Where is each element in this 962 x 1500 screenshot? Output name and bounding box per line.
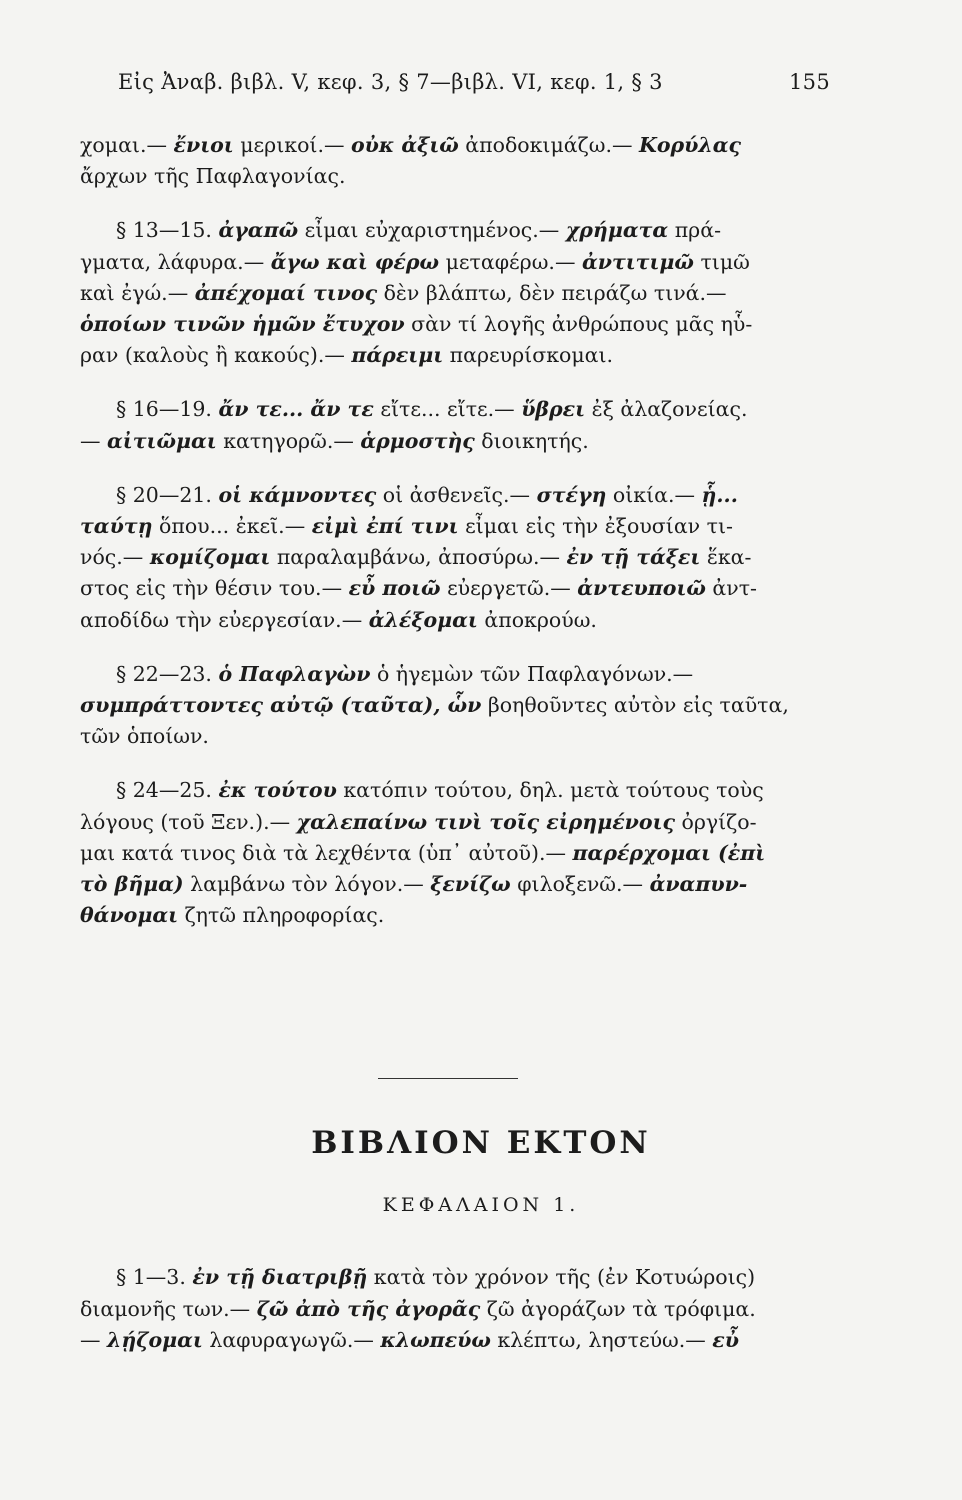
chapter-title: ΚΕΦΑΛΑΙΟΝ 1. xyxy=(382,1194,580,1216)
lemma: ἔνιοι xyxy=(173,133,234,157)
lemma: χρήματα xyxy=(565,218,669,243)
lemma: ἀναπυν- xyxy=(649,872,748,897)
text-line: — αἰτιῶμαι κατηγορῶ.— ἁρμοστὴς διοικητής. xyxy=(80,428,589,453)
lemma: ζῶ ἀπὸ τῆς ἀγορᾶς xyxy=(256,1296,481,1321)
commentary-body xyxy=(80,130,830,954)
lemma: χαλεπαίνω τινὶ τοῖς εἰρημένοις xyxy=(296,809,675,834)
lemma: ἐκ τούτου xyxy=(218,778,337,803)
lemma: συμπράττοντες αὐτῷ (ταῦτα), ὧν xyxy=(80,693,482,718)
lemma: ᾗ... xyxy=(701,482,738,507)
book-title: ΒΙΒΛΙΟΝ ΕΚΤΟΝ xyxy=(311,1125,651,1161)
lemma: στέγη xyxy=(536,482,607,507)
text-line: τὸ βῆμα) λαμβάνω τὸν λόγον.— ξενίζω φιλοξενῶ.— ἀναπυν- xyxy=(80,872,748,897)
text-line: § 16—19. ἄν τε... ἄν τε εἴτε... εἴτε.— ὕβρει ἐξ ἀλαζονείας. xyxy=(116,397,748,422)
lemma: ἀντιτιμῶ xyxy=(581,249,694,274)
lemma: ὁ Παφλαγὼν xyxy=(218,661,371,686)
lemma: ὕβρει xyxy=(521,397,586,422)
text-line: § 22—23. ὁ Παφλαγὼν ὁ ἡγεμὼν τῶν Παφλαγόνων.— xyxy=(116,661,694,686)
commentary-paragraph xyxy=(80,130,830,192)
text-line: χομαι.— ἔνιοι μερικοί.— οὐκ ἀξιῶ ἀποδοκιμάζω.— Κορύλας xyxy=(80,133,741,157)
text-line: § 13—15. ἀγαπῶ εἶμαι εὐχαριστημένος.— χρήματα πρά- xyxy=(116,218,721,243)
text-line: αποδίδω τὴν εὐεργεσίαν.— ἀλέξομαι ἀποκρούω. xyxy=(80,607,597,632)
lemma: ἐν τῇ διατριβῇ xyxy=(192,1265,368,1289)
lemma: παρέρχομαι (ἐπὶ xyxy=(572,840,766,865)
lemma: ἀντευποιῶ xyxy=(577,576,706,601)
text-line: λόγους (τοῦ Ξεν.).— χαλεπαίνω τινὶ τοῖς εἰρημένοις ὀργίζο- xyxy=(80,809,757,834)
text-line: § 1—3. ἐν τῇ διατριβῇ κατὰ τὸν χρόνον τῆς (ἐν Κοτυώροις) xyxy=(116,1265,756,1289)
lemma: Κορύλας xyxy=(639,133,741,157)
lemma: ἄγω καὶ φέρω xyxy=(270,249,440,274)
section-divider xyxy=(378,1078,518,1079)
lemma: ταύτῃ xyxy=(80,514,153,539)
commentary-paragraph xyxy=(80,659,830,753)
commentary-paragraph xyxy=(80,215,830,371)
running-head-title: Εἰς Ἀναβ. βιβλ. V, κεφ. 3, § 7—βιβλ. VI, κεφ. 1, § 3 xyxy=(118,70,663,94)
lemma: λῄζομαι xyxy=(107,1328,203,1352)
lemma: ἁρμοστὴς xyxy=(360,428,475,453)
text-line: τῶν ὁποίων. xyxy=(80,724,209,749)
lemma: οἱ κάμνοντες xyxy=(218,482,377,507)
running-head xyxy=(118,70,830,94)
text-line: συμπράττοντες αὐτῷ (ταῦτα), ὧν βοηθοῦντες αὐτὸν εἰς ταῦτα, xyxy=(80,693,789,718)
lemma: εἰμὶ ἐπί τινι xyxy=(311,514,459,539)
lemma: οὐκ ἀξιῶ xyxy=(351,133,459,157)
chapter-commentary xyxy=(80,1262,830,1357)
text-line: — λῄζομαι λαφυραγωγῶ.— κλωπεύω κλέπτω, ληστεύω.— εὖ xyxy=(80,1328,739,1352)
lemma: κομίζομαι xyxy=(149,545,271,570)
lemma: τὸ βῆμα) xyxy=(80,872,184,897)
lemma: αἰτιῶμαι xyxy=(107,428,217,453)
text-line: ραν (καλοὺς ἢ κακούς).— πάρειμι παρευρίσκομαι. xyxy=(80,343,614,368)
text-line: διαμονῆς των.— ζῶ ἀπὸ τῆς ἀγορᾶς ζῶ ἀγοράζων τὰ τρόφιμα. xyxy=(80,1296,756,1321)
text-line: νός.— κομίζομαι παραλαμβάνω, ἀποσύρω.— ἐν τῇ τάξει ἕκα- xyxy=(80,545,752,570)
commentary-paragraph xyxy=(80,480,830,636)
text-line: μαι κατά τινος διὰ τὰ λεχθέντα (ὑπ᾽ αὐτοῦ).— παρέρχομαι (ἐπὶ xyxy=(80,840,766,865)
lemma: ἀλέξομαι xyxy=(368,607,478,632)
lemma: εὖ xyxy=(712,1328,739,1352)
lemma: κλωπεύω xyxy=(380,1328,491,1352)
lemma: ξενίζω xyxy=(430,872,511,897)
lemma: εὖ ποιῶ xyxy=(348,576,441,601)
commentary-paragraph xyxy=(80,775,830,931)
lemma: ἀπέχομαί τινος xyxy=(194,280,378,305)
page-number: 155 xyxy=(789,70,830,94)
lemma: ἀγαπῶ xyxy=(218,218,299,243)
text-line: καὶ ἐγώ.— ἀπέχομαί τινος δὲν βλάπτω, δὲν πειράζω τινά.— xyxy=(80,280,727,305)
commentary-paragraph xyxy=(80,394,830,456)
text-line: ἄρχων τῆς Παφλαγονίας. xyxy=(80,164,346,189)
lemma: πάρειμι xyxy=(351,343,444,368)
text-line: ὁποίων τινῶν ἡμῶν ἔτυχον σὰν τί λογῆς ἀνθρώπους μᾶς ηὗ- xyxy=(80,312,753,337)
text-line: θάνομαι ζητῶ πληροφορίας. xyxy=(80,903,385,928)
text-line: § 20—21. οἱ κάμνοντες οἱ ἀσθενεῖς.— στέγη οἰκία.— ᾗ... xyxy=(116,482,738,507)
lemma: ἐν τῇ τάξει xyxy=(566,545,701,570)
lemma: ὁποίων τινῶν ἡμῶν ἔτυχον xyxy=(80,312,405,337)
text-line: στος εἰς τὴν θέσιν του.— εὖ ποιῶ εὐεργετῶ.— ἀντευποιῶ ἀντ- xyxy=(80,576,757,601)
lemma: ἄν τε... ἄν τε xyxy=(218,397,374,422)
text-line: § 24—25. ἐκ τούτου κατόπιν τούτου, δηλ. μετὰ τούτους τοὺς xyxy=(116,778,764,803)
lemma: θάνομαι xyxy=(80,903,179,928)
text-line: ταύτῃ ὅπου... ἐκεῖ.— εἰμὶ ἐπί τινι εἶμαι εἰς τὴν ἐξουσίαν τι- xyxy=(80,514,733,539)
text-line: γματα, λάφυρα.— ἄγω καὶ φέρω μεταφέρω.— ἀντιτιμῶ τιμῶ xyxy=(80,249,750,274)
